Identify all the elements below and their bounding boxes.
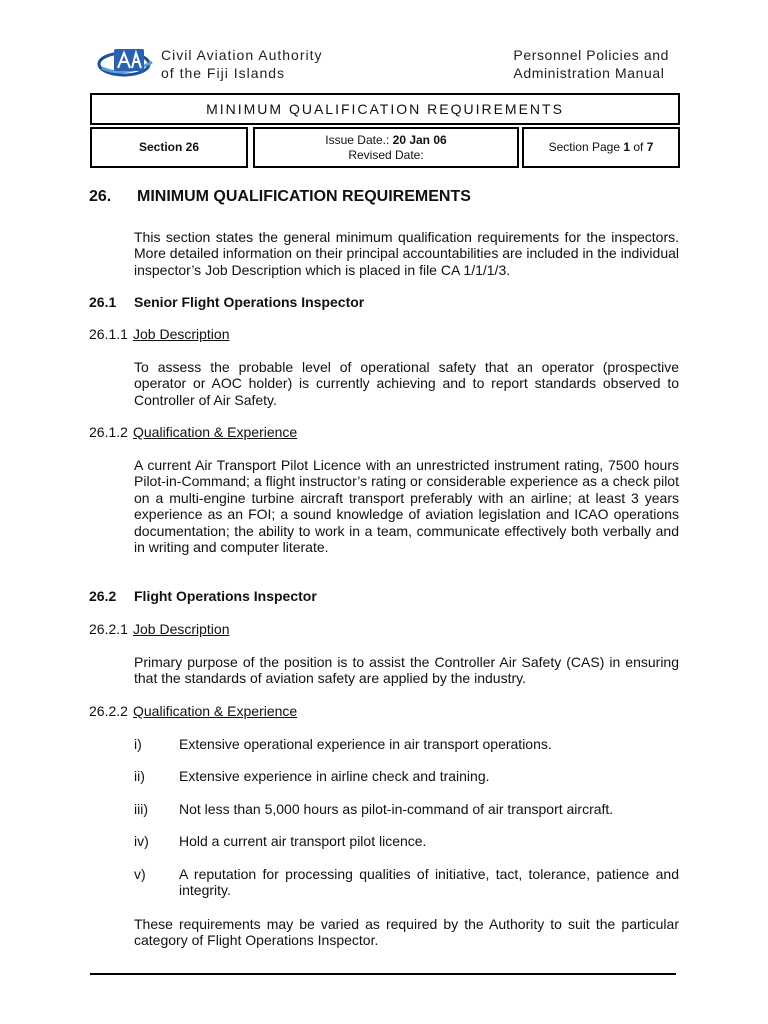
subsection-26-2-number: 26.2 bbox=[89, 588, 117, 604]
list-item-number: ii) bbox=[134, 768, 145, 784]
issue-date-label: Issue Date.: bbox=[325, 132, 390, 147]
item-26-2-2-number: 26.2.2 bbox=[89, 703, 128, 719]
item-26-2-1-text: Primary purpose of the position is to assist the Controller Air Safety (CAS) in ensuring that the standards of aviation safety are applied by the industry. bbox=[134, 654, 679, 687]
org-line-1: Civil Aviation Authority bbox=[161, 47, 323, 63]
closing-paragraph: These requirements may be varied as required by the Authority to suit the particular category of Flight Operations Inspector. bbox=[134, 916, 679, 949]
issue-date-box bbox=[253, 127, 519, 168]
page-prefix: Section Page bbox=[548, 140, 624, 154]
item-26-1-1-title: Job Description bbox=[133, 326, 230, 342]
organization-name bbox=[161, 46, 322, 82]
section-number: 26. bbox=[89, 188, 112, 205]
item-26-1-2-number: 26.1.2 bbox=[89, 424, 128, 440]
caaf-logo bbox=[96, 44, 158, 80]
list-item-number: i) bbox=[134, 736, 142, 752]
page-of: of bbox=[630, 140, 647, 154]
manual-line-1: Personnel Policies and bbox=[513, 47, 669, 63]
item-26-1-1-number: 26.1.1 bbox=[89, 326, 128, 342]
list-item-text: Hold a current air transport pilot licence. bbox=[179, 833, 427, 849]
list-item-number: iv) bbox=[134, 833, 149, 849]
list-item-text: Not less than 5,000 hours as pilot-in-command of air transport aircraft. bbox=[179, 801, 614, 817]
page-total: 7 bbox=[646, 140, 654, 154]
list-item-text: Extensive experience in airline check and training. bbox=[179, 768, 490, 784]
issue-date-line bbox=[325, 133, 446, 148]
org-line-2: of the Fiji Islands bbox=[161, 65, 286, 81]
item-26-1-2-title: Qualification & Experience bbox=[133, 424, 298, 440]
subsection-26-1-title: Senior Flight Operations Inspector bbox=[134, 294, 365, 310]
section-title: MINIMUM QUALIFICATION REQUIREMENTS bbox=[137, 188, 471, 205]
item-26-2-2-title: Qualification & Experience bbox=[133, 703, 298, 719]
list-item-text: A reputation for processing qualities of initiative, tact, tolerance, patience and integrity. bbox=[179, 866, 679, 899]
subsection-26-1-number: 26.1 bbox=[89, 294, 117, 310]
list-item-number: iii) bbox=[134, 801, 148, 817]
revised-date-label: Revised Date: bbox=[348, 147, 424, 162]
item-26-2-1-title: Job Description bbox=[133, 621, 230, 637]
footer-divider bbox=[90, 973, 676, 975]
list-item-number: v) bbox=[134, 866, 146, 882]
item-26-1-2-text: A current Air Transport Pilot Licence with an unrestricted instrument rating, 7500 hours Pilot-in-Command; a flight instructor’s rating or considerable experience as a check pilot on a multi-engine turbine aircraft transport preferably with an airline; at least 3 years experience as an FOI; a sound knowledge of aviation legislation and ICAO operations documentation; the ability to work in a team, communicate effectively both verbally and in writing and computer literate. bbox=[134, 457, 679, 556]
issue-date-value: 20 Jan 06 bbox=[392, 132, 447, 147]
section-intro: This section states the general minimum qualification requirements for the inspectors. More detailed information on their principal accountabilities are included in the individual inspector’s Job Description which is placed in file CA 1/1/1/3. bbox=[134, 229, 679, 278]
section-number-box: Section 26 bbox=[90, 127, 248, 168]
list-item-text: Extensive operational experience in air transport operations. bbox=[179, 736, 552, 752]
manual-line-2: Administration Manual bbox=[513, 65, 665, 81]
subsection-26-2-title: Flight Operations Inspector bbox=[134, 588, 317, 604]
item-26-2-1-number: 26.2.1 bbox=[89, 621, 128, 637]
document-title-box: MINIMUM QUALIFICATION REQUIREMENTS bbox=[90, 93, 680, 125]
section-page-box bbox=[522, 127, 680, 168]
item-26-1-1-text: To assess the probable level of operational safety that an operator (prospective operator or AOC holder) is currently achieving and to report standards observed to Controller of Air Safety. bbox=[134, 359, 679, 408]
section-heading bbox=[89, 188, 471, 206]
manual-name bbox=[513, 46, 669, 82]
page-current: 1 bbox=[623, 140, 631, 154]
